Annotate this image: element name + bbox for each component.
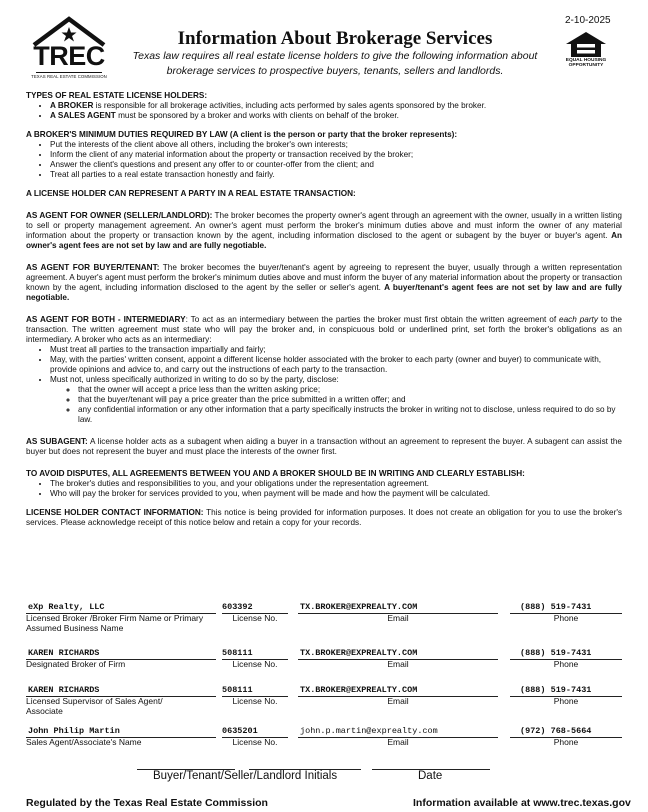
trec-logo-underline [36,72,102,73]
broker-phone-field[interactable]: (888) 519-7431 [520,602,592,612]
subtitle-line-2: brokerage services to prospective buyers, tenants, sellers and landlords. [166,65,504,77]
contact-row-supervisor [26,685,622,725]
list-item: • Inform the client of any material information about the property or transaction received by the broker; [50,150,622,160]
duties-list [26,140,622,180]
license-label: License No. [232,737,278,747]
list-item: • Put the interests of the client above all others, including the broker's own interests; [50,140,622,150]
list-item: • Who will pay the broker for services provided to you, when payment will be made and how the payment will be calculated. [50,489,622,499]
date-label: Date [418,770,443,782]
intermediary-sublist [50,385,622,425]
designated-broker-phone-field[interactable]: (888) 519-7431 [520,648,592,658]
email-label: Email [387,659,409,669]
disputes-heading: TO AVOID DISPUTES, ALL AGREEMENTS BETWEEN YOU AND A BROKER SHOULD BE IN WRITING AND CLEARLY ESTABLISH: [26,469,525,478]
types-item-bold: A BROKER [50,101,94,110]
sales-agent-license-field[interactable]: 0635201 [222,726,258,736]
supervisor-email-field[interactable]: TX.BROKER@EXPREALTY.COM [300,685,418,695]
supervisor-license-field[interactable]: 508111 [222,685,253,695]
phone-label: Phone [553,659,579,669]
eho-text-2: OPPORTUNITY [568,63,604,68]
intermediary-text-2: to the transaction. The written agreement must state who will pay the broker and, in conspicuous bold or underlined print, set forth the broker's obligations as an intermediary. A broker who acts as an intermediary: [26,315,622,344]
types-item-text: is responsible for all brokerage activities, including acts performed by sales agents sponsored by the broker. [93,101,487,110]
types-item-text: must be sponsored by a broker and works with clients on behalf of the broker. [115,111,399,120]
represent-heading: A LICENSE HOLDER CAN REPRESENT A PARTY IN A REAL ESTATE TRANSACTION: [26,189,356,198]
broker-name-label: Licensed Broker /Broker Firm Name or Primary Assumed Business Name [26,613,204,633]
phone-label: Phone [553,737,579,747]
intermediary-heading: AS AGENT FOR BOTH - INTERMEDIARY [26,315,186,324]
designated-broker-license-field[interactable]: 508111 [222,648,253,658]
list-item: • Answer the client's questions and present any offer to or counter-offer from the client; and [50,160,622,170]
subagent-text: A license holder acts as a subagent when aiding a buyer in a transaction without an agreement to represent the buyer. A subagent can assist the buyer but does not represent the buyer and must place the interests of the owner first. [26,437,622,456]
contact-row-broker [26,602,622,642]
list-item: • Must treat all parties to the transaction impartially and fairly; [50,345,622,355]
email-label: Email [387,696,409,706]
broker-license-field[interactable]: 603392 [222,602,253,612]
license-label: License No. [232,613,278,623]
buyer-text: The broker becomes the buyer/tenant's agent by agreeing to represent the buyer, usually through a written representation agreement. A buyer's agent must perform the broker's minimum duties above and must inform the buyer of any material information about the property or transaction known by the agent, including information disclosed to the agent by the seller or seller's agent. [26,263,622,292]
phone-label: Phone [553,696,579,706]
buyer-heading: AS AGENT FOR BUYER/TENANT: [26,263,160,272]
equal-housing-icon [562,30,610,58]
form-date: 2-10-2025 [565,15,611,26]
sub-list-item: ◦ that the buyer/tenant will pay a price greater than the price submitted in a written offer; and [78,395,622,405]
designated-broker-label: Designated Broker of Firm [26,659,126,669]
broker-name-field[interactable]: eXp Realty, LLC [28,602,105,612]
contact-heading: LICENSE HOLDER CONTACT INFORMATION: [26,508,204,517]
list-item: • May, with the parties' written consent, appoint a different license holder associated with the broker to each party (owner and buyer) to communicate with, provide opinions and advice to, and carry out the instructions of each party to the transaction. [50,355,622,375]
supervisor-label: Licensed Supervisor of Sales Agent/ Associate [26,696,163,716]
intermediary-italic: each party [559,315,598,324]
intermediary-paragraph [26,315,622,345]
subagent-heading: AS SUBAGENT: [26,437,88,446]
supervisor-name-field[interactable]: KAREN RICHARDS [28,685,100,695]
equal-housing-logo [562,30,610,70]
types-item-bold: A SALES AGENT [50,111,116,120]
contact-row-sales-agent [26,726,622,766]
owner-text: The broker becomes the property owner's agent through an agreement with the owner, usually in a written listing to sell or property management agreement. An owner's agent must perform the broker's minimum duties above and must inform the owner of any material information about the property or transaction known by the agent, including information disclosed to the agent or subagent by the buyer or buyer's agent. [26,211,622,240]
owner-bold-text: An owner's agent fees are not set by law and are fully negotiable. [26,231,622,250]
buyer-paragraph [26,263,622,303]
sub-list-item: ◦ that the owner will accept a price less than the written asking price; [78,385,622,395]
sub-list-item: ◦ any confidential information or any other information that a party specifically instructs the broker in writing not to disclose, unless required to do so by law. [78,405,622,425]
page-title: Information About Brokerage Services [177,28,493,49]
list-item-text: Must not, unless specifically authorized in writing to do so by the party, disclose: [50,375,339,384]
subagent-paragraph [26,437,622,457]
body-text [26,91,622,528]
subtitle-line-1: Texas law requires all real estate license holders to give the following information about [132,50,538,62]
list-item [50,101,622,111]
disputes-list [26,479,622,499]
eho-text-1: EQUAL HOUSING [565,58,607,63]
trec-logo-subtext: TEXAS REAL ESTATE COMMISSION [31,74,107,79]
designated-broker-name-field[interactable]: KAREN RICHARDS [28,648,100,658]
types-list [26,101,622,121]
list-item: • The broker's duties and responsibilities to you, and your obligations under the representation agreement. [50,479,622,489]
contact-paragraph [26,508,622,528]
trec-logo [28,15,110,81]
email-label: Email [387,737,409,747]
page-subtitle [120,49,550,79]
sales-agent-name-field[interactable]: John Philip Martin [28,726,120,736]
initials-label: Buyer/Tenant/Seller/Landlord Initials [153,770,338,782]
sales-agent-label: Sales Agent/Associate's Name [26,737,142,747]
intermediary-list [26,345,622,425]
duties-heading: A BROKER'S MINIMUM DUTIES REQUIRED BY LAW (A client is the person or party that the broker represents): [26,130,458,139]
list-item [50,375,622,425]
supervisor-phone-field[interactable]: (888) 519-7431 [520,685,592,695]
footer-regulated: Regulated by the Texas Real Estate Commission [26,797,268,809]
owner-heading: AS AGENT FOR OWNER (SELLER/LANDLORD): [26,211,213,220]
phone-label: Phone [553,613,579,623]
buyer-bold-text: A buyer/tenant's agent fees are not set by law and are fully negotiable. [26,283,622,302]
email-label: Email [387,613,409,623]
license-label: License No. [232,659,278,669]
types-heading: TYPES OF REAL ESTATE LICENSE HOLDERS: [26,91,208,100]
sales-agent-email-field[interactable]: john.p.martin@exprealty.com [300,726,438,736]
sales-agent-phone-field[interactable]: (972) 768-5664 [520,726,592,736]
contact-row-designated-broker [26,648,622,688]
broker-email-field[interactable]: TX.BROKER@EXPREALTY.COM [300,602,418,612]
list-item [50,111,622,121]
license-label: License No. [232,696,278,706]
contact-text: This notice is being provided for information purposes. It does not create an obligation for you to use the broker's services. Please acknowledge receipt of this notice below and retain a copy for your records. [26,508,622,527]
trec-logo-text: TREC [33,41,105,71]
designated-broker-email-field[interactable]: TX.BROKER@EXPREALTY.COM [300,648,418,658]
list-item: • Treat all parties to a real estate transaction honestly and fairly. [50,170,622,180]
intermediary-text-1: : To act as an intermediary between the parties the broker must first obtain the written agreement of [185,315,560,324]
owner-paragraph [26,211,622,251]
footer-info-link[interactable]: Information available at www.trec.texas.gov [413,797,631,809]
